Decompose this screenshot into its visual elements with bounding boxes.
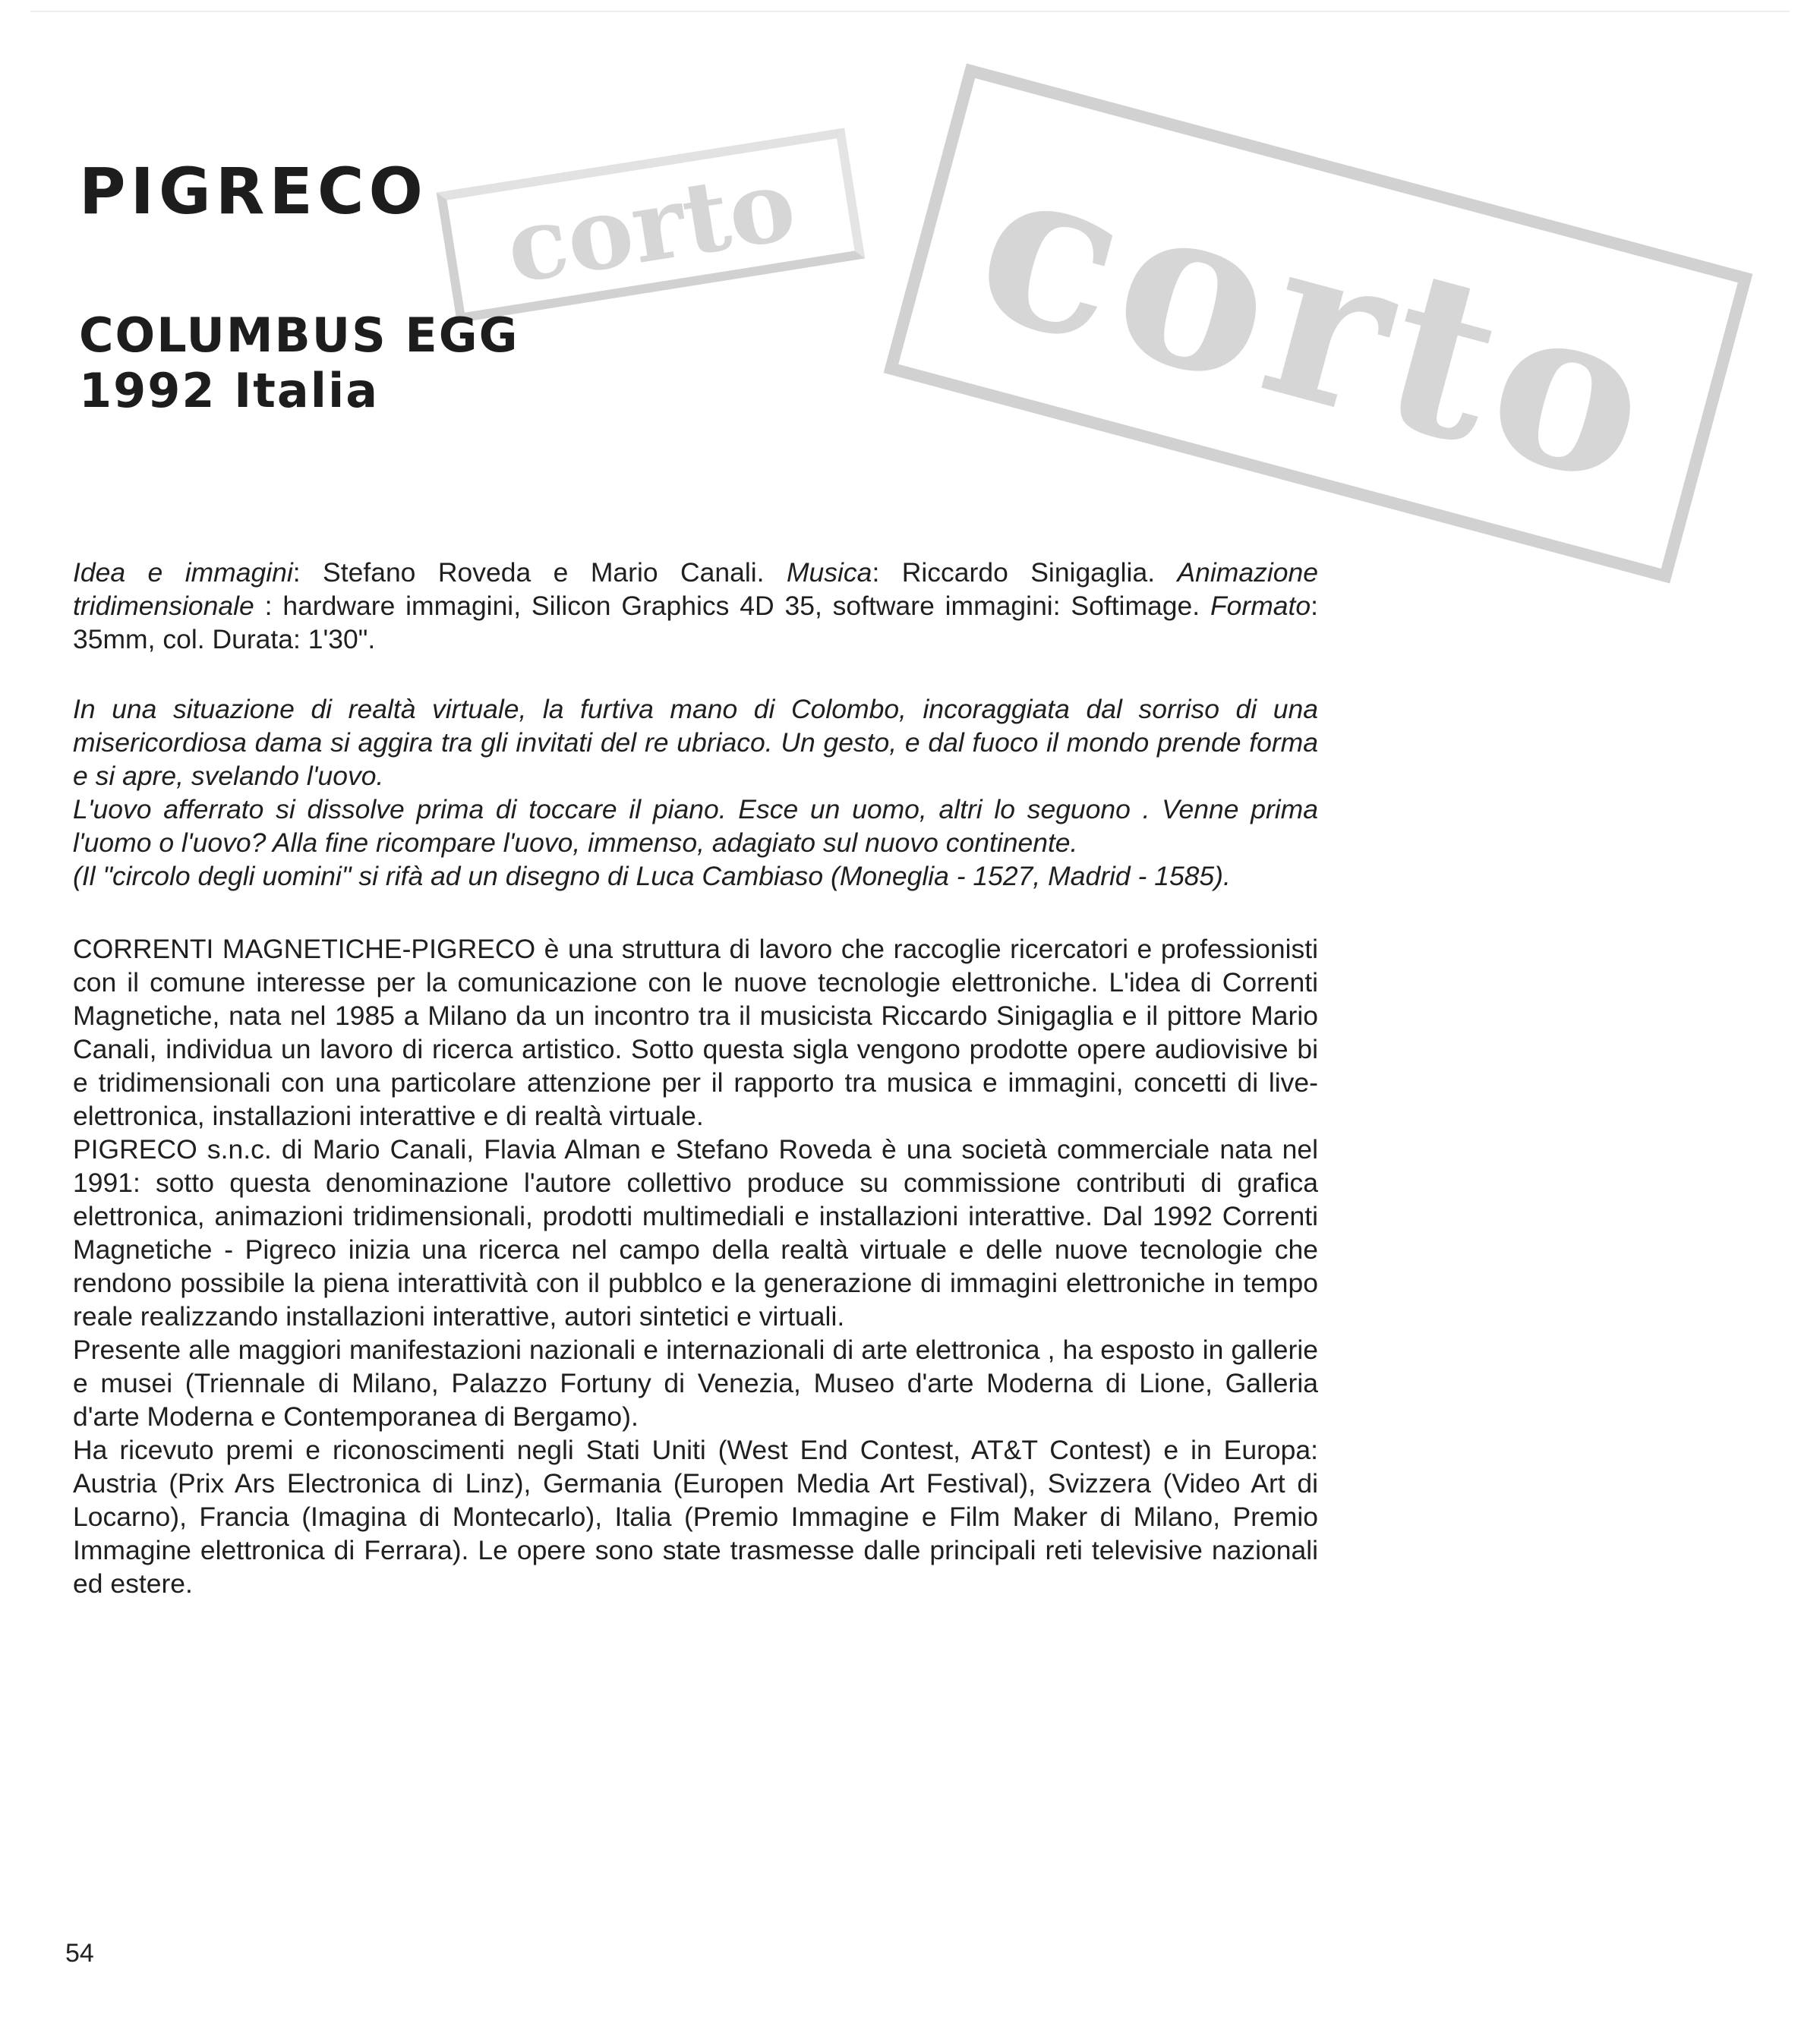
biography-paragraph: Presente alle maggiori manifestazioni nazionali e internazionali di arte elettronica , ha esposto in gallerie e musei (Triennale di Milano, Palazzo Fortuny di Venezia, Museo d'arte Moderna di Lione, Galleria d'arte Moderna e Contemporanea di Bergamo). bbox=[73, 1335, 1318, 1432]
format-value: : 35mm, col. Durata: 1'30". bbox=[73, 591, 1318, 654]
animation-value: : hardware immagini, Silicon Graphics 4D 35, software immagini: Softimage. bbox=[254, 591, 1210, 621]
animation-label: Animazione tridimensionale bbox=[73, 557, 1318, 621]
corto-stamp-large bbox=[884, 63, 1753, 583]
corto-stamp-large-text: corto bbox=[954, 110, 1682, 537]
work-year-country: 1992 Italia bbox=[79, 363, 380, 419]
music-value: : Riccardo Sinigaglia. bbox=[872, 557, 1178, 588]
idea-value: : Stefano Roveda e Mario Canali. bbox=[292, 557, 787, 588]
corto-stamp-small-text: corto bbox=[498, 145, 803, 306]
corto-stamp-small bbox=[437, 128, 866, 323]
top-rule bbox=[30, 11, 1790, 12]
biography-paragraph: Ha ricevuto premi e riconoscimenti negli Stati Uniti (West End Contest, AT&T Contest) e in Europa: Austria (Prix Ars Electronica di Linz), Germania (Europen Media Art Festival), Svizzera (Video Art di Locarno), Francia (Imagina di Montecarlo), Italia (Premio Immagine e Film Maker di Milano, Premio Immagine elettronica di Ferrara). Le opere sono state trasmesse dalle principali reti televisive nazionali ed estere. bbox=[73, 1435, 1318, 1599]
biography-block bbox=[73, 932, 1318, 1600]
synopsis-paragraph: L'uovo afferrato si dissolve prima di toccare il piano. Esce un uomo, altri lo seguono . Venne prima l'uomo o l'uovo? Alla fine ricompare l'uovo, immenso, adagiato sul nuovo continente. bbox=[73, 794, 1318, 858]
page-title: PIGRECO bbox=[79, 154, 427, 229]
page-number: 54 bbox=[65, 1939, 94, 1968]
format-label: Formato bbox=[1210, 591, 1311, 621]
biography-paragraph: CORRENTI MAGNETICHE-PIGRECO è una struttura di lavoro che raccoglie ricercatori e professionisti con il comune interesse per la comunicazione con le nuove tecnologie elettroniche. L'idea di Correnti Magnetiche, nata nel 1985 a Milano da un incontro tra il musicista Riccardo Sinigaglia e il pittore Mario Canali, individua un lavoro di ricerca artistico. Sotto questa sigla vengono prodotte opere audiovisive bi e tridimensionali con una particolare attenzione per il rapporto tra musica e immagini, concetti di live-elettronica, installazioni interattive e di realtà virtuale. bbox=[73, 934, 1318, 1131]
synopsis-paragraph: In una situazione di realtà virtuale, la furtiva mano di Colombo, incoraggiata dal sorriso di una misericordiosa dama si aggira tra gli invitati del re ubriaco. Un gesto, e dal fuoco il mondo prende forma e si apre, svelando l'uovo. bbox=[73, 694, 1318, 791]
biography-paragraph: PIGRECO s.n.c. di Mario Canali, Flavia Alman e Stefano Roveda è una società commerciale nata nel 1991: sotto questa denominazione l'autore collettivo produce su commissione contributi di grafica elettronica, animazioni tridimensionali, prodotti multimediali e installazioni interattive. Dal 1992 Correnti Magnetiche - Pigreco inizia una ricerca nel campo della realtà virtuale e delle nuove tecnologie che rendono possibile la piena interattività con il pubblco e la generazione di immagini elettroniche in tempo reale realizzando installazioni interattive, autori sintetici e virtuali. bbox=[73, 1134, 1318, 1332]
synopsis-block bbox=[73, 692, 1318, 893]
idea-label: Idea e immagini bbox=[73, 557, 293, 588]
synopsis-paragraph: (Il "circolo degli uomini" si rifà ad un disegno di Luca Cambiaso (Moneglia - 1527, Madrid - 1585). bbox=[73, 861, 1231, 891]
work-title: COLUMBUS EGG bbox=[79, 307, 519, 363]
work-heading bbox=[79, 307, 519, 418]
credits-paragraph bbox=[73, 556, 1318, 656]
music-label: Musica bbox=[786, 557, 872, 588]
